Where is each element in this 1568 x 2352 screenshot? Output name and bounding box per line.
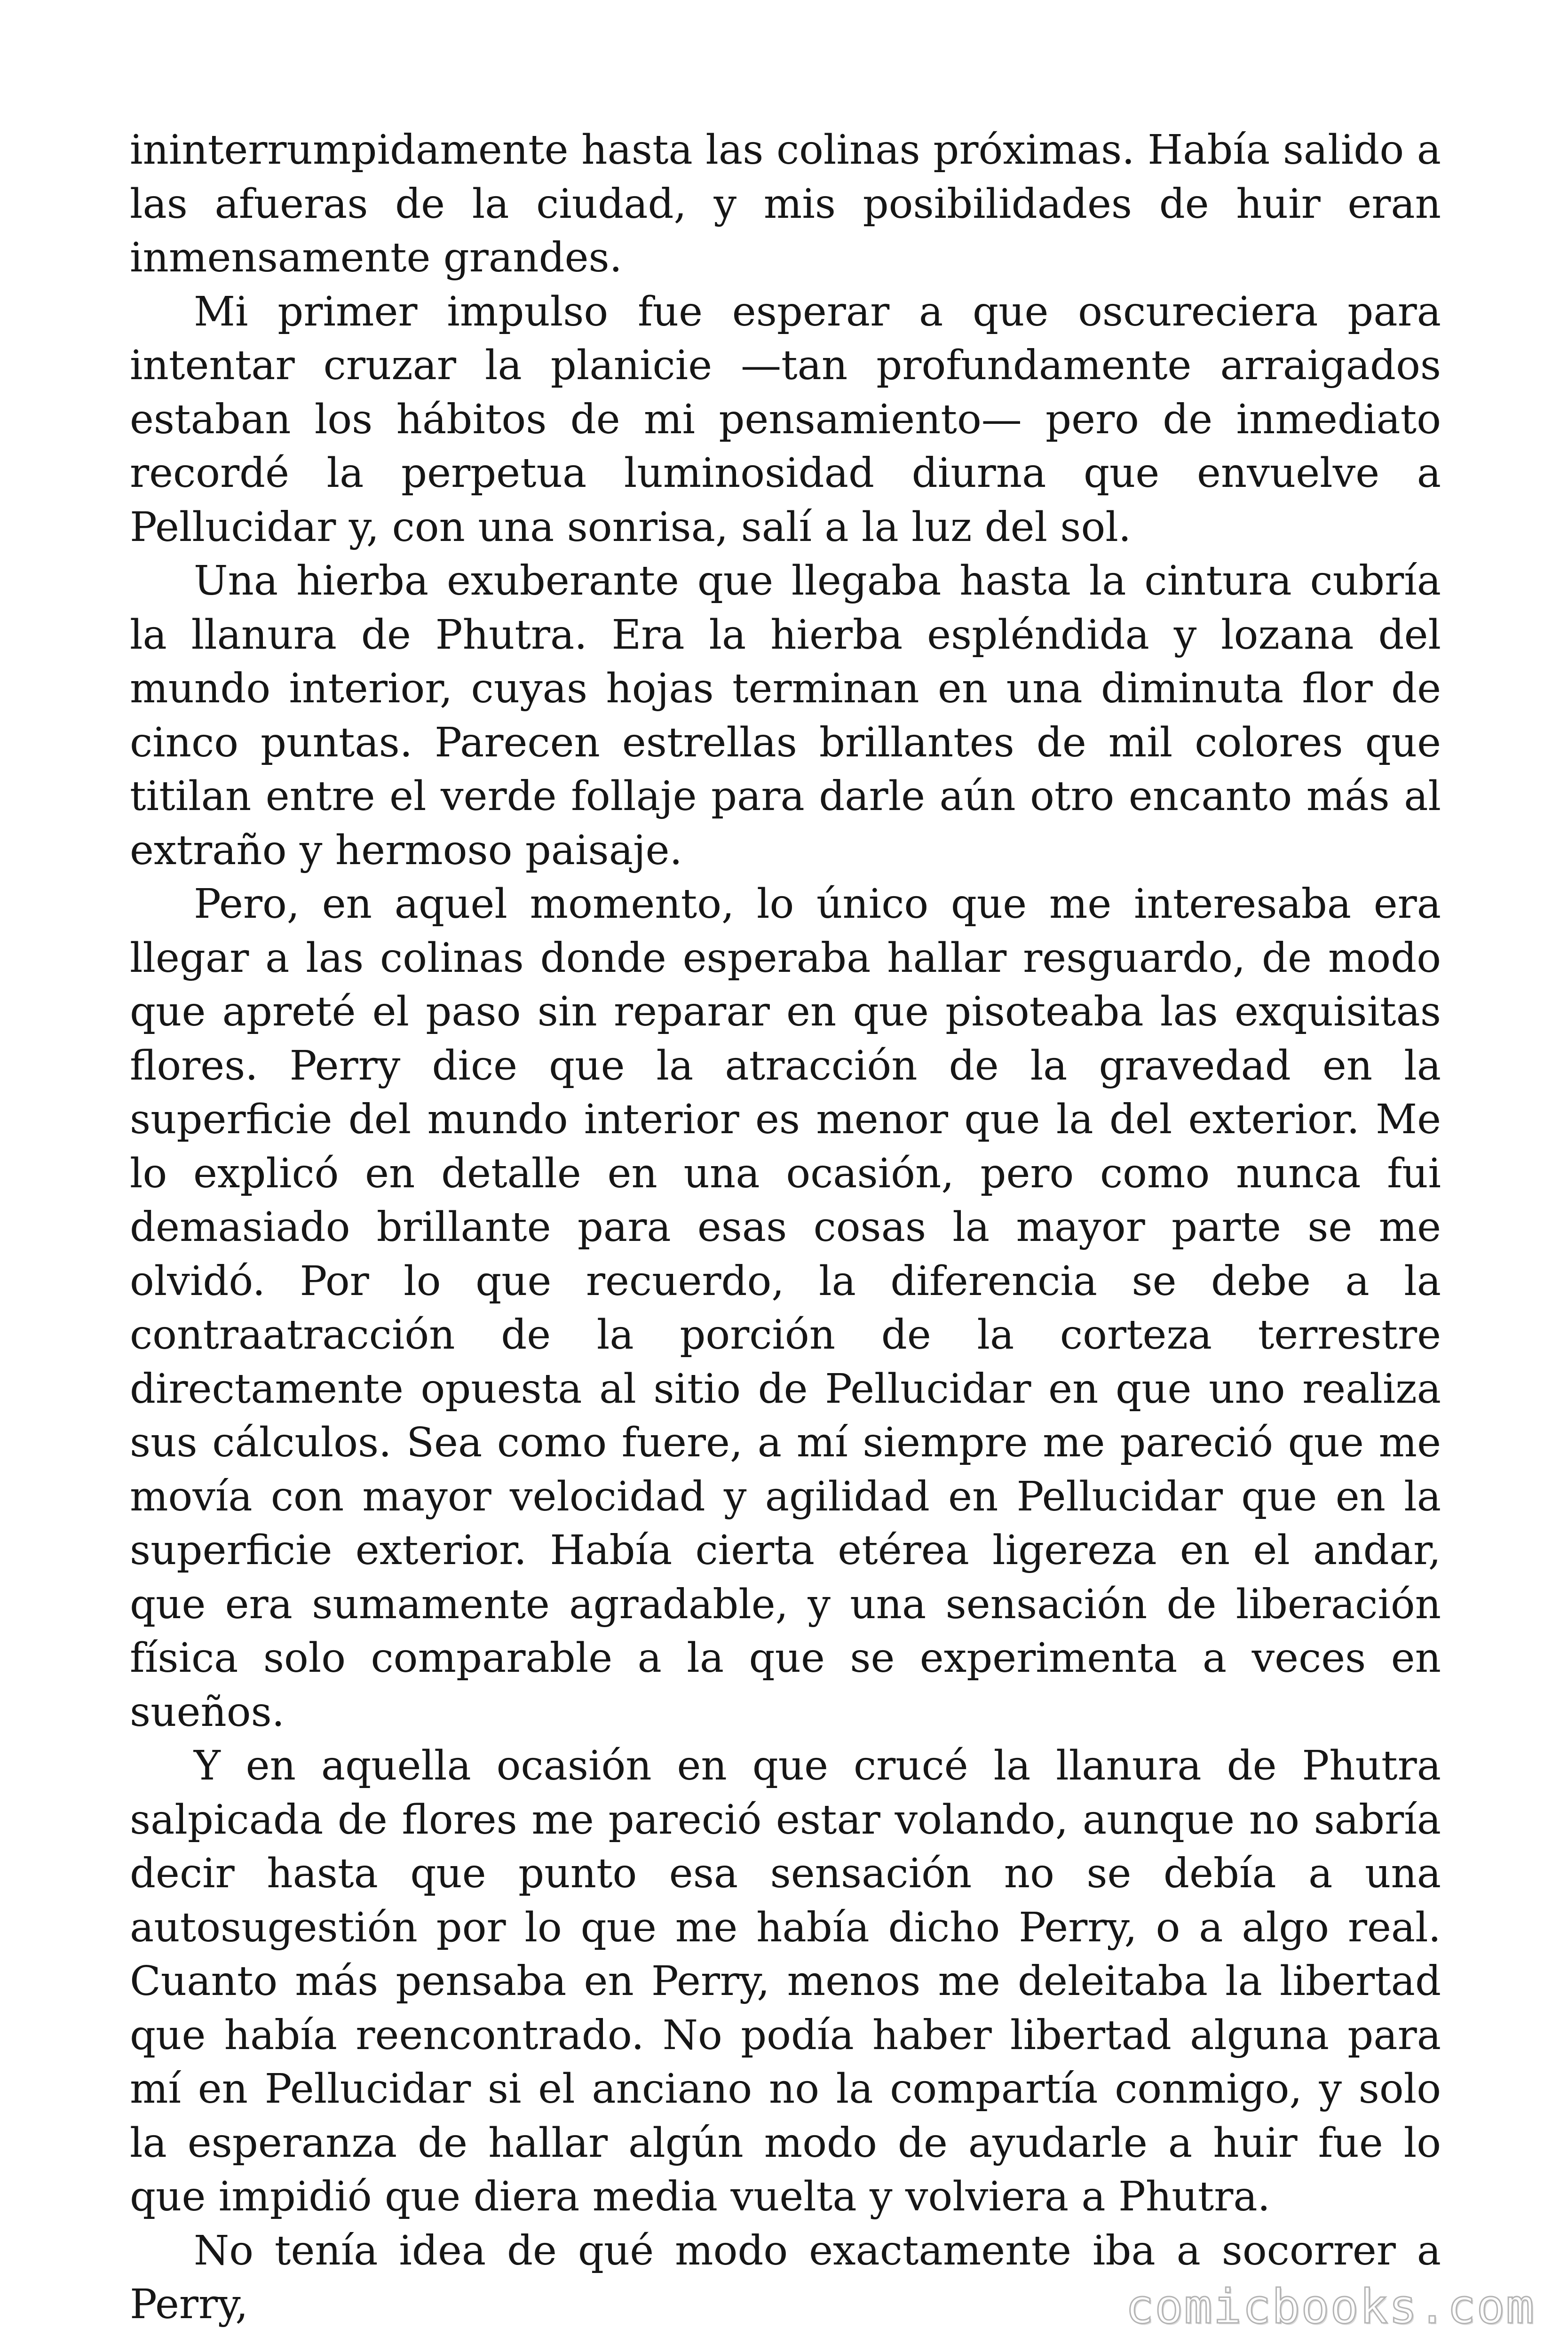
paragraph-1: ininterrumpidamente hasta las colinas próximas. Había salido a las afueras de la ciudad, y mis posibilidades de huir eran inmensamente grandes. (130, 127, 1441, 281)
watermark: comicbooks.com (1125, 2279, 1535, 2334)
paragraph-2: Mi primer impulso fue esperar a que oscureciera para intentar cruzar la planicie —tan profundamente arraigados estaban los hábitos de mi pensamiento— pero de inmediato recordé la perpetua luminosidad diurna que envuelve a Pellucidar y, con una sonrisa, salí a la luz del sol. (130, 288, 1441, 551)
paragraph-6: No tenía idea de qué modo exactamente iba a socorrer a Perry, (130, 2227, 1441, 2328)
paragraph-5: Y en aquella ocasión en que crucé la llanura de Phutra salpicada de flores me pareció estar volando, aunque no sabría decir hasta que punto esa sensación no se debía a una autosugestión por lo que me había dicho Perry, o a algo real. Cuanto más pensaba en Perry, menos me deleitaba la libertad que había reencontrado. No podía haber libertad alguna para mí en Pellucidar si el anciano no la compartía conmigo, y solo la esperanza de hallar algún modo de ayudarle a huir fue lo que impidió que diera media vuelta y volviera a Phutra. (130, 1742, 1441, 2220)
paragraph-4: Pero, en aquel momento, lo único que me interesaba era llegar a las colinas donde esperaba hallar resguardo, de modo que apreté el paso sin reparar en que pisoteaba las exquisitas flores. Perry dice que la atracción de la gravedad en la superficie del mundo interior es menor que la del exterior. Me lo explicó en detalle en una ocasión, pero como nunca fui demasiado brillante para esas cosas la mayor parte se me olvidó. Por lo que recuerdo, la diferencia se debe a la contraatracción de la porción de la corteza terrestre directamente opuesta al sitio de Pellucidar en que uno realiza sus cálculos. Sea como fuere, a mí siempre me pareció que me movía con mayor velocidad y agilidad en Pellucidar que en la superficie exterior. Había cierta etérea ligereza en el andar, que era sumamente agradable, y una sensación de liberación física solo comparable a la que se experimenta a veces en sueños. (130, 881, 1441, 1736)
paragraph-3: Una hierba exuberante que llegaba hasta la cintura cubría la llanura de Phutra. Era la hierba espléndida y lozana del mundo interior, cuyas hojas terminan en una diminuta flor de cinco puntas. Parecen estrellas brillantes de mil colores que titilan entre el verde follaje para darle aún otro encanto más al extraño y hermoso paisaje. (130, 557, 1441, 874)
